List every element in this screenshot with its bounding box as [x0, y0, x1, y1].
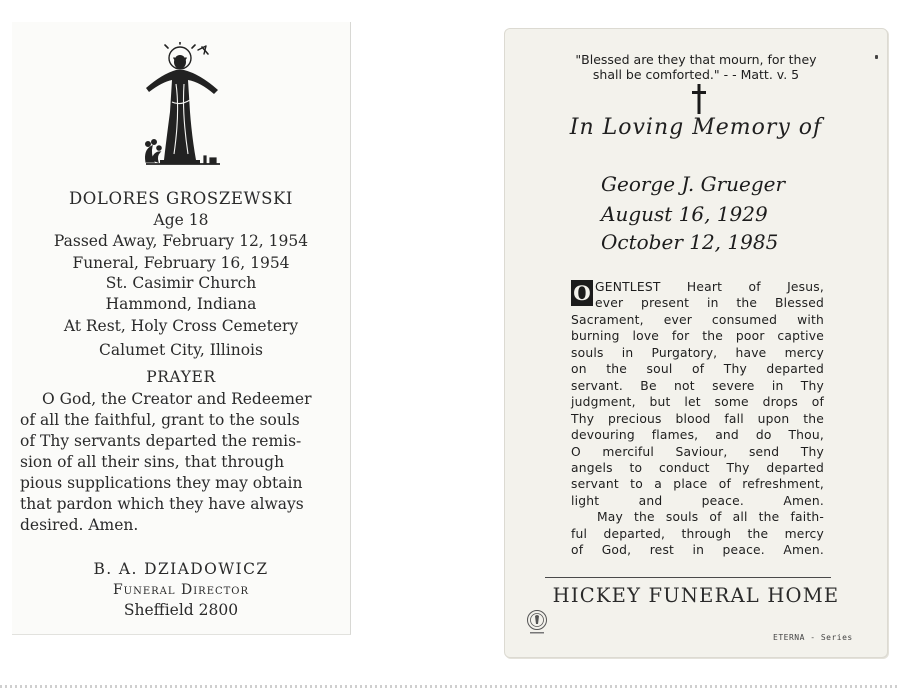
funeral-director-title: Funeral Director — [112, 582, 250, 598]
church-name: St. Casimir Church — [105, 274, 257, 292]
date-of-death: Passed Away, February 12, 1954 — [53, 232, 309, 250]
deceased-name: DOLORES GROSZEWSKI — [68, 189, 294, 208]
memorial-card-grueger — [504, 28, 888, 658]
prayer-line: servant. Be not severe in Thy — [571, 378, 824, 393]
prayer-line: O merciful Saviour, send Thy — [571, 444, 824, 459]
prayer-line: O God, the Creator and Redeemer — [42, 390, 312, 408]
cross-icon — [692, 84, 706, 114]
prayer-line: GENTLEST Heart of Jesus, — [595, 280, 824, 294]
seal-icon — [525, 609, 549, 637]
prayer-line: that pardon which they have always — [20, 495, 304, 513]
prayer-line: desired. Amen. — [20, 516, 139, 534]
prayer-line: pious supplications they may obtain — [20, 474, 303, 492]
prayer-line: ever present in the Blessed — [595, 296, 824, 311]
prayer-line: Thy precious blood fall upon the — [571, 411, 824, 426]
memorial-heading: In Loving Memory of — [569, 115, 823, 140]
funeral-date: Funeral, February 16, 1954 — [72, 254, 290, 272]
memorial-card-groszewski — [12, 22, 351, 635]
funeral-director-phone: Sheffield 2800 — [123, 601, 239, 619]
prayer-line: of God, rest in peace. Amen. — [571, 543, 824, 558]
bible-verse-line: "Blessed are they that mourn, for they — [575, 52, 817, 67]
scan-edge — [0, 685, 900, 688]
prayer-line: of Thy servants departed the remis- — [20, 432, 302, 450]
risen-christ-icon — [140, 42, 226, 182]
prayer-line: angels to conduct Thy departed — [571, 460, 824, 475]
prayer-line: light and peace. Amen. — [571, 493, 824, 508]
series-label: ETERNA - Series — [773, 633, 853, 642]
bible-verse — [505, 52, 887, 82]
prayer-line: souls in Purgatory, have mercy — [571, 345, 824, 360]
prayer-title: PRAYER — [146, 368, 216, 386]
prayer-text — [571, 279, 824, 559]
date-of-death: October 12, 1985 — [601, 230, 779, 254]
cemetery: At Rest, Holy Cross Cemetery — [63, 317, 299, 335]
prayer-text — [20, 389, 340, 536]
cemetery-city: Calumet City, Illinois — [99, 341, 263, 359]
deceased-age: Age 18 — [153, 211, 209, 229]
scan-speck — [875, 55, 878, 59]
prayer-line: sion of all their sins, that through — [20, 453, 285, 471]
prayer-line: on the soul of Thy departed — [571, 362, 824, 377]
prayer-line: burning love for the poor captive — [571, 329, 824, 344]
prayer-line: judgment, but let some drops of — [571, 395, 824, 410]
drop-cap-letter: O — [571, 280, 593, 306]
prayer-line: servant to a place of refreshment, — [571, 477, 824, 492]
funeral-director-name: B. A. DZIADOWICZ — [93, 560, 269, 578]
divider-rule — [545, 577, 831, 578]
date-of-birth: August 16, 1929 — [601, 202, 768, 226]
deceased-name: George J. Grueger — [601, 172, 786, 196]
prayer-line: devouring flames, and do Thou, — [571, 428, 824, 443]
prayer-line: May the souls of all the faith- — [597, 510, 824, 525]
funeral-home-name: HICKEY FUNERAL HOME — [552, 584, 840, 607]
prayer-line: of all the faithful, grant to the souls — [20, 411, 300, 429]
prayer-line: Sacrament, ever consumed with — [571, 312, 824, 327]
church-city: Hammond, Indiana — [105, 295, 257, 313]
prayer-line: ful departed, through the mercy — [571, 526, 824, 541]
bible-verse-line: shall be comforted." - - Matt. v. 5 — [592, 67, 800, 82]
